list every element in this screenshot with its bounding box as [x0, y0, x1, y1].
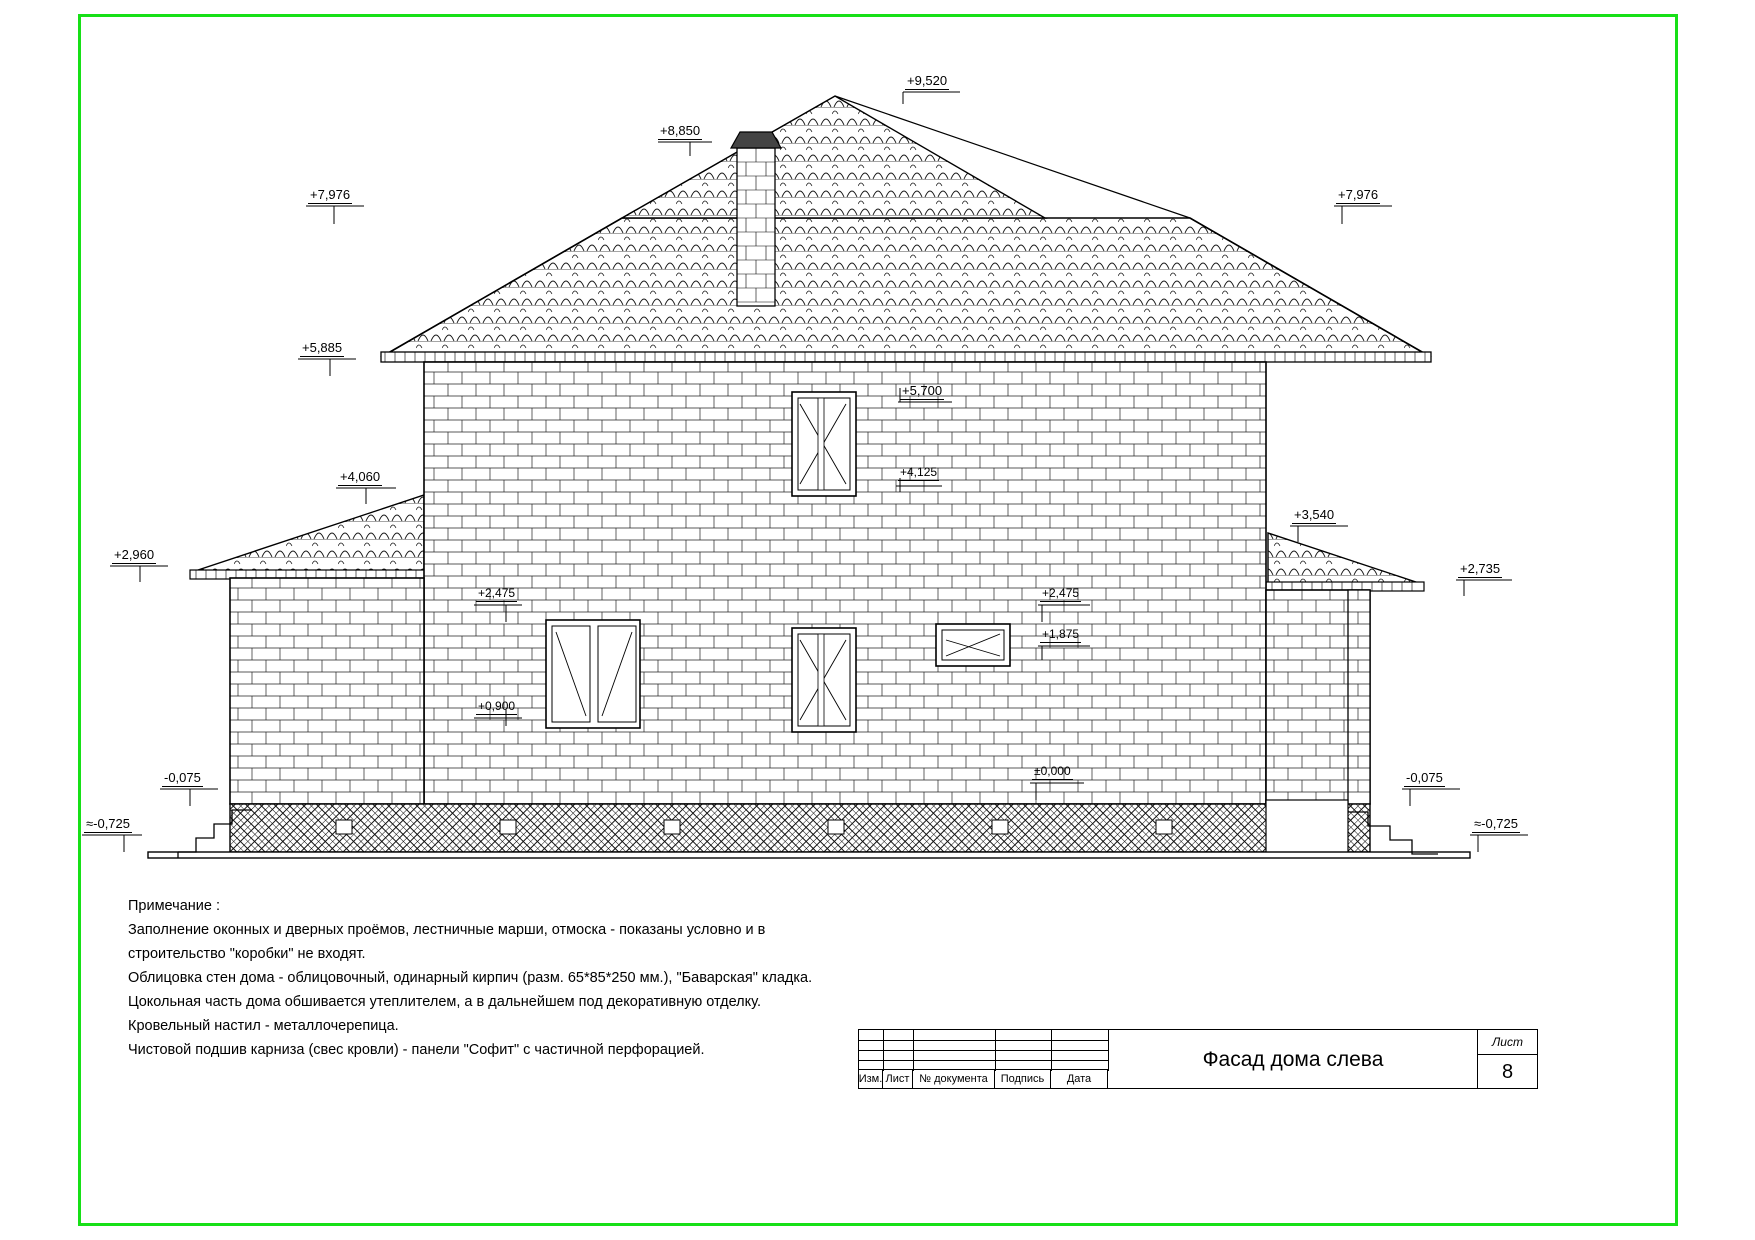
window-lower-center: [792, 628, 856, 732]
col-date: Дата: [1051, 1069, 1108, 1088]
col-izm: Изм.: [859, 1069, 883, 1088]
elevation-value: +4,060: [340, 469, 381, 484]
sheet-number: 8: [1501, 1060, 1514, 1083]
elevation-value: +5,885: [302, 340, 343, 355]
elevation-mark-floor-level: [1032, 765, 1073, 780]
elevation-value: +2,735: [1460, 561, 1501, 576]
notes-line-1: Заполнение оконных и дверных проёмов, лестничные марши, отмоска - показаны условно и в: [128, 922, 766, 938]
elevation-value: ≈-0,725: [1474, 816, 1518, 831]
elevation-value: +2,960: [114, 547, 155, 562]
elevation-mark-eave-left: [308, 188, 352, 204]
window-upper-center: [792, 392, 856, 496]
elevation-mark-porch-roof-left: [338, 470, 382, 486]
main-roof: [381, 96, 1431, 362]
elevation-value: +2,475: [478, 586, 516, 600]
elevation-value: -0,075: [164, 770, 201, 785]
elevation-mark-eave-porch-left: [112, 548, 156, 564]
elevation-mark-chimney-top: [658, 124, 702, 140]
elevation-value: +5,700: [902, 383, 943, 398]
elevation-mark-ground-right: [1472, 817, 1520, 833]
sheet-number-box: [1477, 1030, 1537, 1089]
notes-line-4: Цокольная часть дома обшивается утеплителем, а в дальнейшем под декоративную отделку.: [128, 994, 761, 1010]
elevation-mark-window-sill-2: [898, 466, 939, 481]
elevation-value: ±0,000: [1034, 764, 1071, 778]
right-porch-roof: [1266, 533, 1424, 591]
notes-line-2: строительство "коробки" не входят.: [128, 946, 366, 962]
title-block: [858, 1029, 1538, 1089]
elevation-value: -0,075: [1406, 770, 1443, 785]
chimney: [731, 132, 781, 306]
window-lower-left-double: [546, 620, 640, 728]
elevation-mark-ground-left: [84, 817, 132, 833]
elevation-mark-cornice: [300, 341, 344, 357]
elevation-value: +3,540: [1294, 507, 1335, 522]
drawing-title: Фасад дома слева: [1202, 1047, 1384, 1071]
elevation-mark-window-head-2: [900, 384, 944, 400]
plinth-basement: [148, 800, 1470, 858]
notes-line-5: Кровельный настил - металлочерепица.: [128, 1018, 399, 1034]
window-lower-right-small: [936, 624, 1010, 666]
notes-line-6: Чистовой подшив карниза (свес кровли) - панели "Софит" с частичной перфорацией.: [128, 1042, 705, 1058]
notes-heading: Примечание :: [128, 898, 220, 914]
sheet-label: Лист: [1478, 1030, 1537, 1055]
elevation-mark-porch-roof-right: [1292, 508, 1336, 524]
elevation-mark-eave-right: [1336, 188, 1380, 204]
col-list: Лист: [883, 1069, 913, 1088]
title-block-grid: [859, 1030, 1109, 1071]
elevation-value: +0,900: [478, 699, 516, 713]
elevation-mark-window-head-1: [476, 587, 517, 602]
notes-line-3: Облицовка стен дома - облицовочный, одинарный кирпич (разм. 65*85*250 мм.), "Баварская" кладка.: [128, 970, 813, 986]
left-porch-roof: [190, 495, 426, 579]
elevation-value: ≈-0,725: [86, 816, 130, 831]
elevation-value: +9,520: [907, 73, 948, 88]
elevation-mark-blind-area-right: [1404, 771, 1445, 787]
elevation-value: +4,125: [900, 465, 938, 479]
elevation-value: +7,976: [310, 187, 351, 202]
elevation-value: +7,976: [1338, 187, 1379, 202]
title-block-header-row: [859, 1069, 1108, 1088]
elevation-value: +2,475: [1042, 586, 1080, 600]
elevation-mark-blind-area-left: [162, 771, 203, 787]
elevation-mark-eave-porch-right: [1458, 562, 1502, 578]
elevation-mark-vent-sill: [1040, 628, 1081, 643]
elevation-mark-window-sill-1: [476, 700, 517, 715]
col-signature: Подпись: [995, 1069, 1051, 1088]
elevation-mark-window-head-1b: [1040, 587, 1081, 602]
elevation-mark-ridge: [905, 74, 949, 90]
elevation-value: +8,850: [660, 123, 701, 138]
col-document-no: № документа: [913, 1069, 995, 1088]
elevation-value: +1,875: [1042, 627, 1080, 641]
